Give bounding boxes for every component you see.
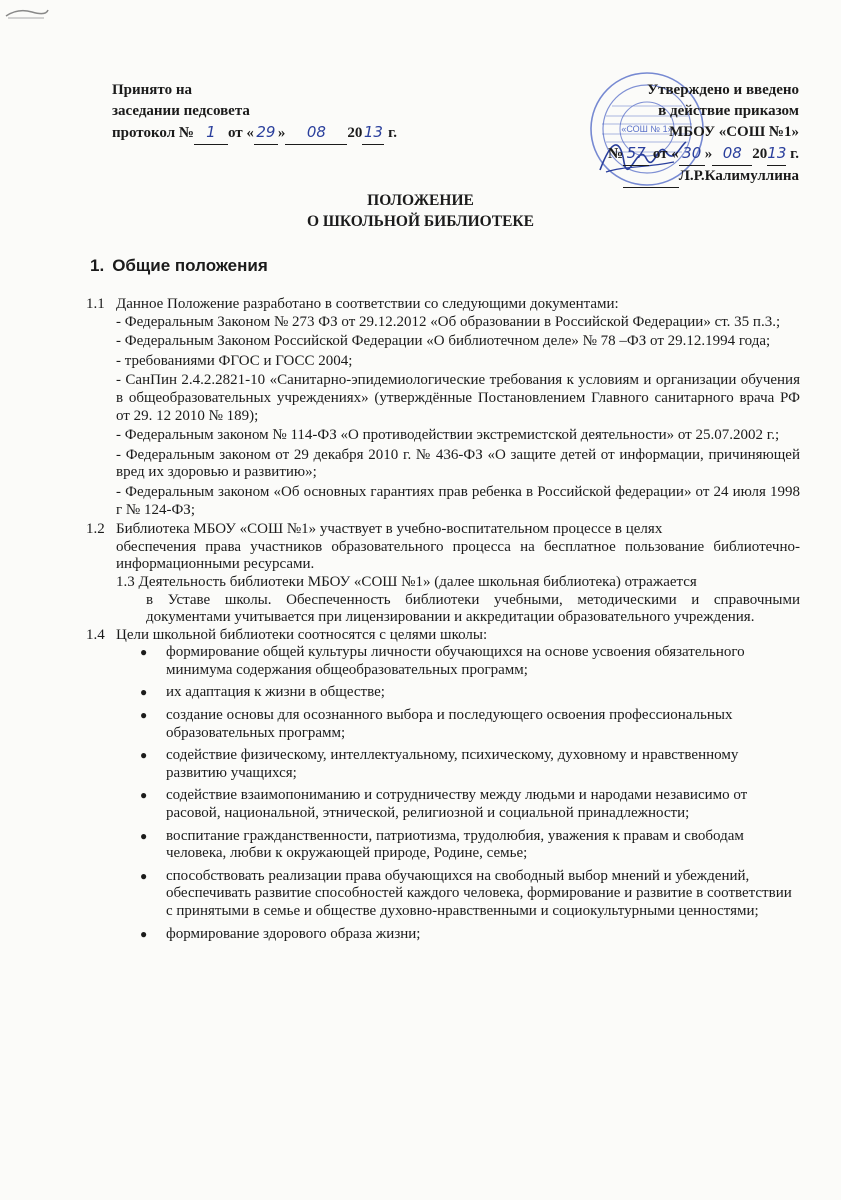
goal-text: формирование общей культуры личности обучающихся на основе усвоения обязательного минимума содержания общеобразовательных программ; [166, 644, 745, 678]
bullet-icon: ● [140, 645, 148, 660]
goal-item [140, 787, 800, 822]
goal-text: формирование здорового образа жизни; [166, 925, 421, 942]
section-number: 1. [90, 256, 105, 275]
paragraph-continuation: в Уставе школы. Обеспеченность библиотеки учебными, методическими и справочными документами учитывается при лицензировании и аккредитации образовательного учреждения. [146, 591, 800, 626]
goal-item [140, 926, 800, 944]
protocol-day: 29 [256, 123, 276, 141]
legal-doc-item: - Федеральным законом № 114-ФЗ «О противодействии экстремистской деятельности» от 25.07.2002 г.; [116, 427, 780, 444]
approved-line3: МБОУ «СОШ №1» [669, 124, 799, 140]
order-year-end: г. [786, 146, 799, 162]
document-title [0, 190, 841, 232]
paragraph-first-line [116, 574, 800, 592]
legal-doc-item: - требованиями ФГОС и ГОСС 2004; [116, 352, 353, 369]
goal-item [140, 828, 800, 863]
goal-item [140, 868, 800, 921]
order-year-prefix: 20 [752, 146, 768, 162]
protocol-year-field [362, 122, 384, 145]
legal-doc-item: - Федеральным законом «Об основных гарантиях прав ребенка в Российской федерации» от 24 июля 1998 г № 124-ФЗ; [116, 483, 800, 518]
section-title: Общие положения [112, 256, 268, 275]
paragraph-continuation: обеспечения права участников образовательного процесса на бесплатное пользование библиотечно-информационными ресурсами. [116, 538, 800, 573]
signature-blank [623, 166, 679, 188]
protocol-date-prefix: от « [227, 125, 254, 141]
legal-doc-item: - Федеральным законом от 29 декабря 2010 г. № 436-ФЗ «О защите детей от информации, причиняющей вред их здоровью и развитию»; [116, 446, 800, 481]
signer-line [608, 166, 799, 188]
goals-list [86, 644, 800, 943]
bullet-icon: ● [140, 685, 148, 700]
goal-item [140, 684, 800, 702]
protocol-year-prefix: 20 [347, 125, 363, 141]
paragraph-1-3 [86, 574, 800, 627]
bullet-icon: ● [140, 868, 148, 883]
order-date-prefix: от « [652, 146, 679, 162]
title-line1: ПОЛОЖЕНИЕ [367, 192, 474, 209]
goal-item [140, 644, 800, 679]
protocol-day-field [254, 122, 278, 145]
protocol-year-end: г. [384, 125, 397, 141]
paragraph-1-4 [86, 627, 800, 645]
bullet-icon: ● [140, 708, 148, 723]
paragraph-number: 1.4 [86, 626, 105, 643]
bullet-icon: ● [140, 788, 148, 803]
bullet-icon: ● [140, 748, 148, 763]
order-prefix: № [608, 146, 624, 162]
paragraph-number: 1.3 [116, 573, 135, 590]
paragraph-number: 1.2 [86, 521, 105, 538]
order-month: 08 [722, 144, 742, 162]
protocol-month: 08 [306, 123, 326, 141]
paragraph-text: Библиотека МБОУ «СОШ №1» участвует в учебно-воспитательном процессе в целях [116, 521, 663, 538]
order-year: 13 [767, 144, 787, 162]
order-number: 57 [626, 144, 646, 162]
adopted-block [112, 80, 397, 145]
paragraph-text: Данное Положение разработано в соответствии со следующими документами: [116, 296, 619, 312]
bullet-icon: ● [140, 828, 148, 843]
paragraph-1-2 [86, 521, 800, 539]
order-day-field [679, 143, 705, 166]
approved-order-line [608, 143, 799, 166]
title-line2: О ШКОЛЬНОЙ БИБЛИОТЕКЕ [306, 213, 534, 230]
bullet-icon: ● [140, 926, 148, 941]
adopted-line2: заседании педсовета [112, 103, 250, 119]
protocol-prefix: протокол № [112, 125, 194, 141]
approved-line2: в действие приказом [658, 103, 799, 119]
order-year-field [767, 143, 786, 166]
legal-doc-item: - Федеральным Законом № 273 ФЗ от 29.12.2012 «Об образовании в Российской Федерации» ст. 35 п.3.; [116, 313, 781, 330]
paragraph-number: 1.1 [86, 296, 105, 312]
approved-line1: Утверждено и введено [647, 82, 799, 98]
goal-text: создание основы для осознанного выбора и последующего освоения профессиональных образовательных программ; [166, 707, 733, 741]
adopted-line1: Принято на [112, 82, 192, 98]
goal-item [140, 747, 800, 782]
protocol-number: 1 [206, 123, 216, 141]
goal-text: их адаптация к жизни в обществе; [166, 684, 385, 701]
paragraph-text: Деятельность библиотеки МБОУ «СОШ №1» (далее школьная библиотека) отражается [138, 573, 697, 590]
section-body [86, 296, 800, 948]
order-number-field [623, 143, 649, 166]
order-month-field [712, 143, 752, 166]
goal-text: содействие взаимопониманию и сотрудничеству между людьми и народами независимо от расовой, национальной, этнической, религиозной и социальной принадлежности; [166, 787, 748, 822]
section-heading [90, 256, 268, 276]
scan-corner-mark [4, 6, 50, 20]
order-date-mid: » [704, 146, 713, 162]
goal-text: содействие физическому, интеллектуальному, психическому, духовному и нравственному развитию учащихся; [166, 747, 739, 781]
protocol-year: 13 [363, 123, 383, 141]
protocol-month-field [285, 122, 347, 145]
stamp-center-text: «СОШ № 1» [621, 124, 673, 134]
goal-text: способствовать реализации права обучающихся на свободный выбор мнений и убеждений, обеспечивать развитие способностей каждого человека, формирование и развитие в соответствии с принятыми в семье и обществе духовно-нравственными и социокультурными ценностями; [166, 867, 792, 919]
order-day: 30 [682, 144, 702, 162]
goal-item [140, 707, 800, 742]
adopted-protocol-line [112, 122, 397, 145]
goal-text: воспитание гражданственности, патриотизма, трудолюбия, уважения к правам и свободам человека, любви к окружающей природе, Родине, семье; [166, 827, 744, 862]
legal-doc-item: - Федеральным Законом Российской Федерации «О библиотечном деле» № 78 –ФЗ от 29.12.1994 года; [116, 333, 771, 350]
protocol-number-field [194, 122, 228, 145]
legal-doc-item: - СанПин 2.4.2.2821-10 «Санитарно-эпидемиологические требования к условиям и организации обучения в общеобразовательных учреждениях» (утверждённые Постановлением Главного санитарного врача РФ от 29. 12 2010 № 189); [116, 372, 800, 424]
paragraph-1-1 [86, 296, 800, 314]
protocol-date-mid: » [277, 125, 286, 141]
signer-name: Л.Р.Калимуллина [678, 168, 799, 184]
approved-block [608, 80, 799, 188]
paragraph-text: Цели школьной библиотеки соотносятся с целями школы: [116, 626, 488, 643]
